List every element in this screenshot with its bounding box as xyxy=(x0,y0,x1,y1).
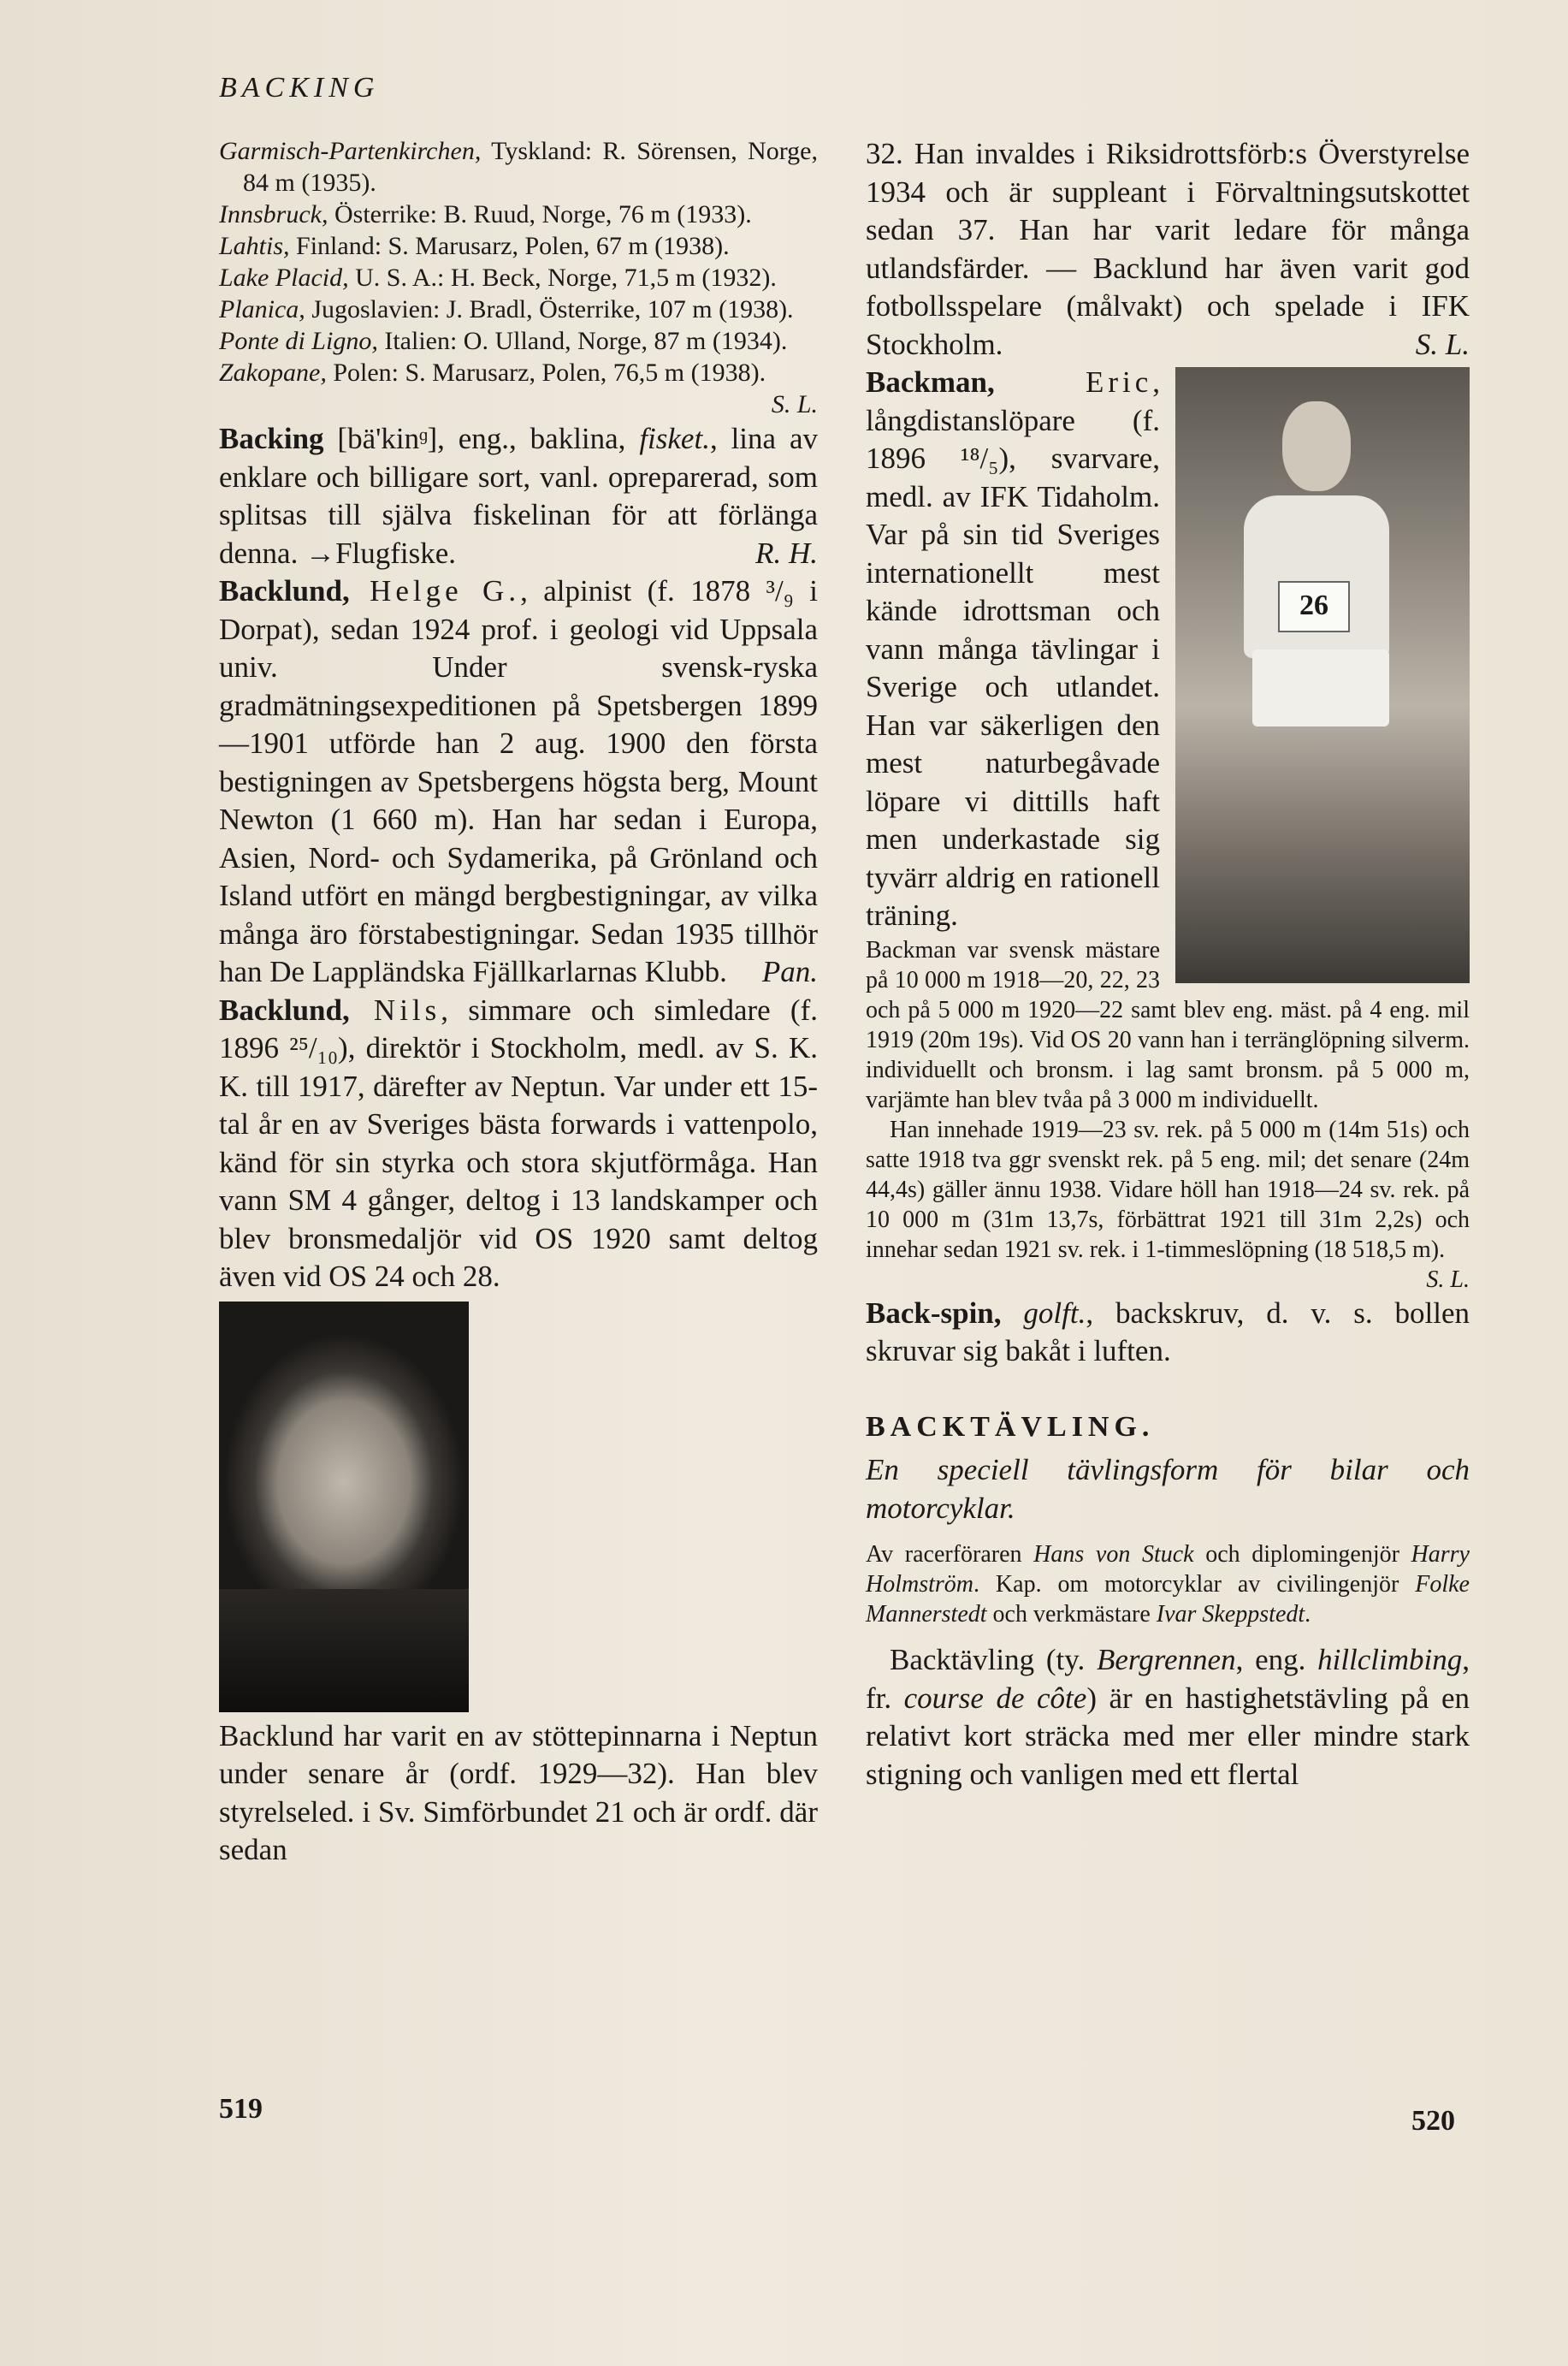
entry-eric-backman-detail: Backman var svensk mästare på 10 000 m 1918—20, 22, 23 och på 5 000 m 1920—22 samt blev eng. mäst. på 4 eng. mil 1919 (20m 19s). Vid OS 20 vann han i terränglöpning silverm. individuellt och bronsm. i lag samt bronsm. på 5 000 m, varjämte han blev tvåa på 3 000 m individuellt. xyxy=(866,936,1470,1113)
section-title: BACKTÄVLING. xyxy=(866,1410,1155,1443)
portrait-photo-nils-backlund xyxy=(219,1302,469,1712)
entry-nils-backlund: Backlund, Nils, simmare och simledare (f. 1896 ²⁵/₁₀), direktör i Stockholm, medl. av S. K. K. till 1917, därefter av Neptun. Var under ett 15-tal år en av Sveriges bästa forwards i vattenpolo, känd för sin styrka och stora skjutförmåga. Han vann SM 4 gånger, deltog i 13 landskamper och blev bronsmedaljör vid OS 1920 samt deltog även vid OS 24 och 28. xyxy=(219,993,818,1293)
page-number-left: 519 xyxy=(219,2093,263,2125)
entry-nils-backlund-cont: Backlund har varit en av stöttepinnarna i Neptun under senare år (ordf. 1929—32). Han blev styrelseled. i Sv. Simförbundet 21 och är ordf. där sedan xyxy=(219,1718,818,1866)
right-column xyxy=(866,135,1470,1794)
left-column xyxy=(219,135,818,1870)
entry-helge-backlund: Backlund, Helge G., alpinist (f. 1878 ³/₉ i Dorpat), sedan 1924 prof. i geologi vid Uppsala univ. Under svensk-ryska gradmätningsexpeditionen på Spetsbergen 1899—1901 utförde han 2 aug. 1900 den första bestigningen av Spetsbergens högsta berg, Mount Newton (1 660 m). Han har sedan i Europa, Asien, Nord- och Sydamerika, på Grönland och Island utfört en mängd bergbestigningar, av vilka många äro förstabestigningar. Sedan 1935 tillhör han De Lappländska Fjällkarlarnas Klubb. Pan. xyxy=(219,572,818,992)
author-signature: S. L. xyxy=(771,390,818,418)
entry-backing: Backing [bä'kinᶢ], eng., baklina, fisket., lina av enklare och billigare sort, vanl. opreparerad, som splitsas till själva fiskelinan för att förlänga denna. →Flugfiske. R. H. xyxy=(219,420,818,572)
entry-nils-backlund-end: 32. Han invaldes i Riksidrottsförb:s Överstyrelse 1934 och är suppleant i Förvaltningsutskottet sedan 37. Han har varit ledare för många utlandsfärder. — Backlund har även varit god fotbollsspelare (målvakt) och spelade i IFK Stockholm. S. L. xyxy=(866,135,1470,364)
page-number-right: 520 xyxy=(1411,2105,1455,2137)
list-item: Ponte di Ligno, Italien: O. Ulland, Norge, 87 m (1934). xyxy=(219,327,788,355)
list-item: Garmisch-Partenkirchen, Tyskland: R. Sörensen, Norge, 84 m (1935). xyxy=(219,137,818,197)
race-bib-number: 26 xyxy=(1278,581,1350,632)
ski-jump-record-list xyxy=(219,135,818,420)
author-signature: S. L. xyxy=(1426,1266,1470,1293)
author-signature: Pan. xyxy=(761,955,818,988)
author-signature: S. L. xyxy=(1415,327,1470,361)
list-item: Zakopane, Polen: S. Marusarz, Polen, 76,5 m (1938). xyxy=(219,359,766,387)
list-item: Lahtis, Finland: S. Marusarz, Polen, 67 m (1938). xyxy=(219,232,730,260)
running-head: BACKING xyxy=(219,72,380,104)
list-item: Planica, Jugoslavien: J. Bradl, Österrike, 107 m (1938). xyxy=(219,295,794,323)
list-item: Innsbruck, Österrike: B. Ruud, Norge, 76 m (1933). xyxy=(219,200,752,228)
section-subtitle: En speciell tävlingsform för bilar och motorcyklar. xyxy=(866,1453,1470,1525)
entry-eric-backman-records: Han innehade 1919—23 sv. rek. på 5 000 m (14m 51s) och satte 1918 tva ggr svenskt rek. på 5 eng. mil; det senare (24m 44,4s) gäller ännu 1938. Vidare höll han 1918—24 sv. rek. på 10 000 m (31m 13,7s, förbättrat 1921 till 31m 2,2s) och innehar sedan 1921 sv. rek. i 1-timmeslöpning (18 518,5 m). S. L. xyxy=(866,1116,1470,1293)
section-intro: Backtävling (ty. Bergrennen, eng. hillclimbing, fr. course de côte) är en hastighetstävling på en relativt kort sträcka med mer eller mindre stark stigning och vanligen med ett flertal xyxy=(866,1643,1470,1791)
photo-eric-backman-running xyxy=(1175,367,1470,983)
author-signature: R. H. xyxy=(755,536,818,570)
entry-back-spin: Back-spin, golft., backskruv, d. v. s. bollen skruvar sig bakåt i luften. xyxy=(866,1296,1470,1367)
list-item: Lake Placid, U. S. A.: H. Beck, Norge, 71,5 m (1932). xyxy=(219,264,777,292)
cross-reference-link: →Flugfiske. xyxy=(305,536,457,570)
section-authors: Av racerföraren Hans von Stuck och diplomingenjör Harry Holmström. Kap. om motorcyklar av civilingenjör Folke Mannerstedt och verkmästare Ivar Skeppstedt. xyxy=(866,1541,1470,1628)
entry-eric-backman: Backman, Eric, långdistanslöpare (f. 1896 ¹⁸/₅), svarvare, medl. av IFK Tidaholm. Var på sin tid Sveriges internationellt mest kände idrottsman och vann många tävlingar i Sverige och utlandet. Han var säkerligen den mest naturbegåvade löpare vi dittills haft men underkastade sig tyvärr aldrig en rationell träning. xyxy=(866,365,1160,932)
